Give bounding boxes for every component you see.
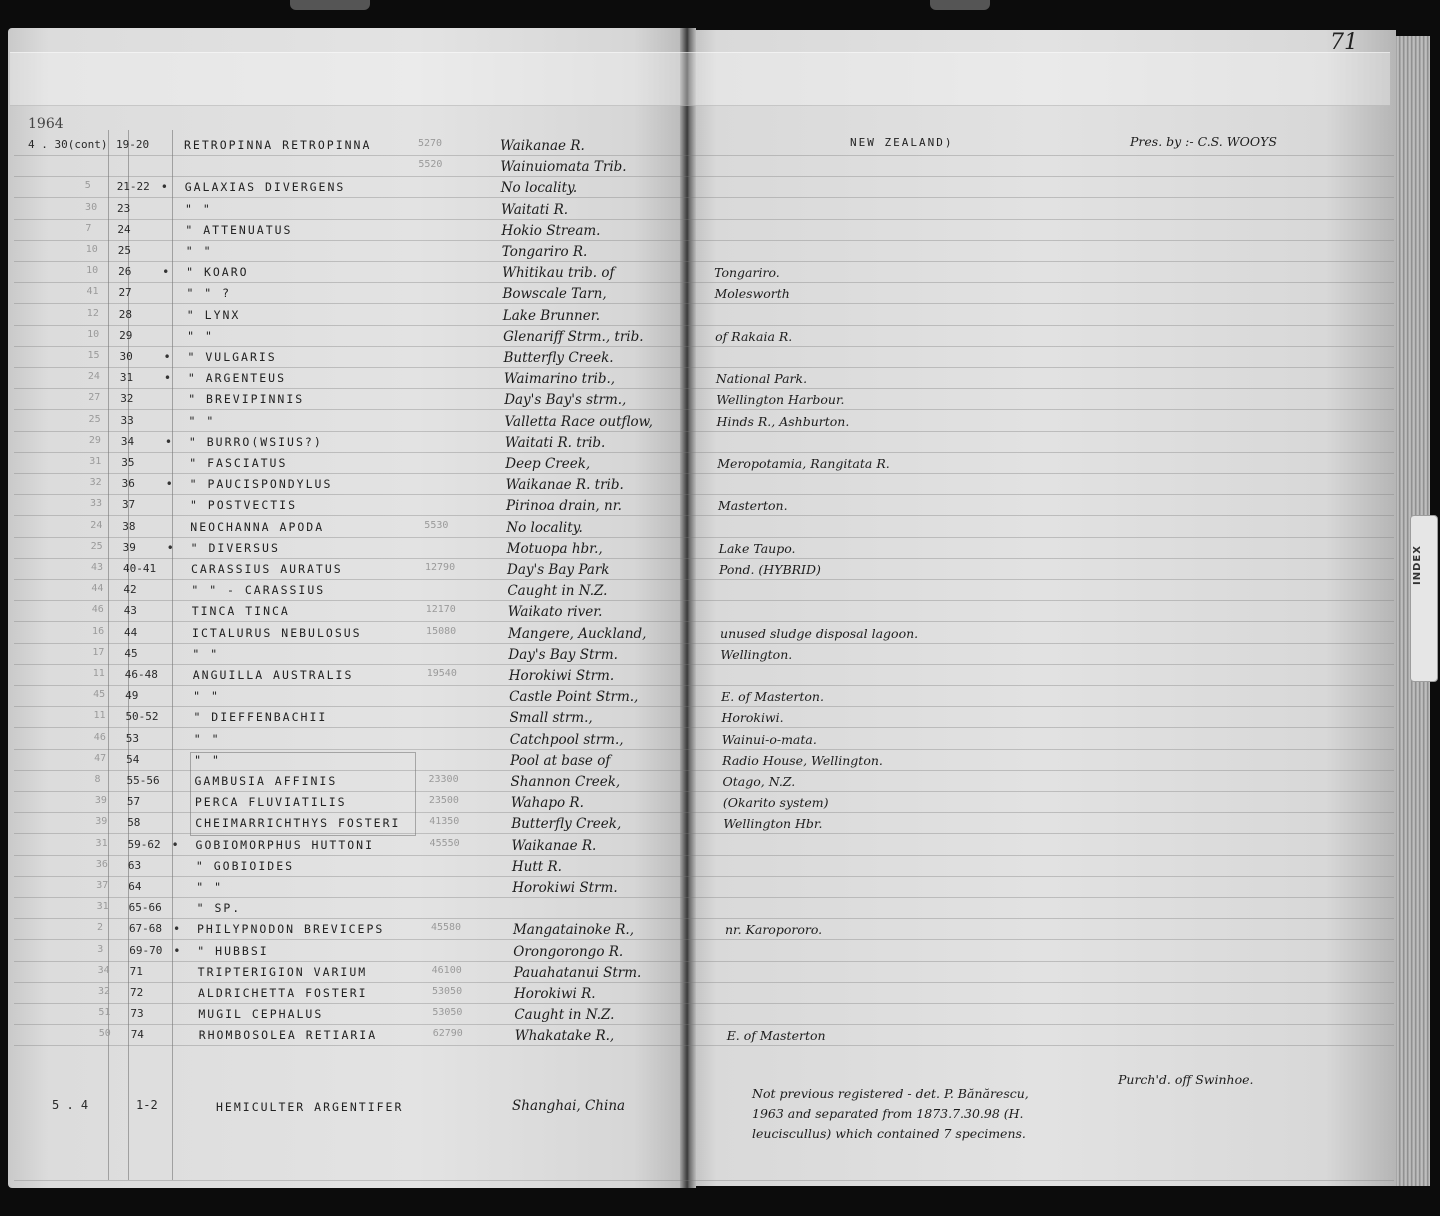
row-specimen-numbers: 43 [123, 604, 137, 618]
rule-line [14, 452, 1394, 453]
row-species-name: MUGIL CEPHALUS [198, 1007, 324, 1022]
row-marker: • [165, 477, 173, 492]
row-ref-number: 12 [86, 307, 99, 319]
row-specimen-numbers: 53 [125, 731, 140, 745]
row-locality: Lake Brunner. [502, 307, 600, 324]
row-ref-number: 10 [85, 244, 98, 255]
row-specimen-numbers: 32 [120, 392, 134, 406]
rule-line [14, 282, 1394, 283]
rule-line [14, 727, 1394, 728]
rule-line [14, 240, 1394, 241]
row-marker: • [166, 540, 174, 555]
row-locality-extra: Horokiwi. [721, 710, 784, 726]
row-ref-number: 36 [95, 858, 108, 870]
row-ref-number: 47 [94, 752, 107, 764]
row-ref-number: 31 [96, 901, 109, 913]
row-locality: Mangatainoke R., [512, 922, 635, 939]
row-ref-number: 50 [98, 1028, 111, 1040]
row-ref-number: 32 [98, 986, 111, 997]
row-species-name: " GOBIOIDES [195, 858, 295, 873]
row-marker: • [173, 943, 181, 958]
row-species-name: " BURRO(WSIUS?) [188, 434, 323, 449]
row-ref-number: 5 [84, 180, 91, 192]
row-species-name: " DIVERSUS [190, 540, 280, 555]
row-catalog-code: 5270 [418, 138, 443, 149]
row-species-name: ICTALURUS NEBULOSUS [192, 625, 362, 640]
row-locality: No locality. [506, 519, 583, 536]
row-locality: Wahapo R. [510, 795, 584, 812]
row-locality-extra: (Okarito system) [722, 795, 829, 811]
rule-line [14, 155, 1394, 156]
row-specimen-numbers: 24 [117, 222, 131, 236]
row-marker: • [163, 350, 171, 364]
row-specimen-numbers: 73 [130, 1007, 144, 1021]
index-tab[interactable] [1410, 515, 1438, 682]
row-species-name: NEOCHANNA APODA [190, 519, 325, 534]
row-locality: Wainuiomata Trib. [500, 159, 627, 176]
rule-line [14, 388, 1394, 389]
row-locality: Hutt R. [511, 858, 562, 875]
row-catalog-code: 5530 [424, 519, 449, 531]
rule-line [14, 325, 1394, 326]
rule-line [14, 664, 1394, 665]
rule-line [14, 431, 1394, 432]
rule-line [14, 473, 1394, 474]
row-specimen-numbers: 58 [127, 816, 141, 830]
row-catalog-code: 5520 [418, 159, 443, 171]
row-locality-extra: Wellington. [720, 646, 793, 662]
rule-line [14, 197, 1394, 198]
row-ref-number: 43 [91, 562, 104, 573]
row-marker: • [164, 434, 173, 449]
row-species-name: ANGUILLA AUSTRALIS [192, 668, 354, 682]
row-species-name: PHILYPNODON BREVICEPS [196, 922, 385, 937]
row-register-number: 4 . 30(cont) [28, 138, 108, 151]
last-entry-species: HEMICULTER ARGENTIFER [216, 1100, 404, 1114]
rule-line [14, 579, 1394, 580]
row-locality: Waikanae R. [500, 138, 585, 154]
rule-line [14, 770, 1394, 771]
row-species-name: GOBIOMORPHUS HUTTONI [195, 837, 375, 852]
rule-line [14, 176, 1394, 177]
rule-line [14, 855, 1394, 856]
row-species-name: " KOARO [186, 265, 249, 280]
row-specimen-numbers: 64 [128, 880, 142, 893]
rule-line [14, 409, 1394, 410]
row-catalog-code: 23300 [428, 774, 459, 785]
row-species-name: CHEIMARRICHTHYS FOSTERI [195, 816, 401, 831]
row-species-name: " " [193, 689, 220, 704]
rule-line [14, 791, 1394, 792]
row-locality-extra: unused sludge disposal lagoon. [720, 625, 919, 641]
row-locality: Mangere, Auckland, [508, 625, 647, 642]
row-species-name: " BREVIPINNIS [188, 392, 305, 407]
rule-line [14, 706, 1394, 707]
row-species-name: " " [194, 752, 221, 767]
rule-line [14, 876, 1394, 877]
row-ref-number: 34 [97, 964, 110, 976]
row-locality: Butterfly Creek. [503, 350, 614, 366]
row-locality-extra: Otago, N.Z. [722, 774, 796, 789]
column-rule [108, 130, 109, 1180]
row-species-name: " SP. [196, 901, 242, 916]
row-marker: • [162, 265, 170, 280]
row-catalog-code: 46100 [431, 964, 462, 976]
row-locality: Tongariro R. [501, 244, 588, 260]
row-specimen-numbers: 46-48 [124, 668, 158, 681]
row-specimen-numbers: 31 [119, 371, 134, 385]
row-ref-number: 46 [93, 731, 106, 743]
rule-line [14, 939, 1394, 940]
row-ref-number: 2 [96, 922, 103, 934]
row-species-name: PERCA FLUVIATILIS [194, 795, 347, 810]
row-locality: Bowscale Tarn, [502, 286, 607, 303]
row-ref-number: 39 [95, 816, 108, 828]
row-species-name: " " [196, 880, 224, 894]
row-locality-extra: Molesworth [714, 286, 790, 302]
row-locality-extra: Wellington Hbr. [723, 816, 823, 832]
row-catalog-code: 41350 [429, 816, 460, 828]
row-locality: Waikanae R. [511, 837, 597, 854]
row-specimen-numbers: 72 [130, 986, 144, 999]
row-species-name: TINCA TINCA [191, 604, 290, 619]
row-ref-number: 3 [97, 943, 104, 955]
row-marker: • [160, 180, 168, 195]
last-entry-reg: 5 . 4 [52, 1098, 89, 1112]
row-catalog-code: 19540 [426, 668, 457, 679]
row-ref-number: 33 [89, 498, 102, 510]
row-species-name: " HUBBSI [197, 943, 269, 958]
row-locality: Horokiwi Strm. [508, 668, 615, 684]
rule-line [14, 833, 1394, 834]
row-locality: Valletta Race outflow, [504, 413, 653, 430]
row-locality: Whitikau trib. of [502, 265, 615, 282]
row-species-name: " ATTENUATUS [185, 222, 293, 237]
last-entry-note: 1963 and separated from 1873.7.30.98 (H. [752, 1106, 1024, 1121]
row-specimen-numbers: 33 [120, 413, 134, 427]
row-locality-extra: National Park. [715, 371, 808, 387]
row-specimen-numbers: 55-56 [126, 774, 160, 787]
country-heading: NEW ZEALAND) [850, 136, 954, 149]
row-ref-number: 45 [93, 689, 106, 701]
last-entry-note: leuciscullus) which contained 7 specimens. [752, 1126, 1026, 1141]
row-locality: Whakatake R., [514, 1028, 615, 1045]
book-gutter [680, 28, 696, 1188]
row-specimen-numbers: 40-41 [123, 562, 157, 575]
row-locality-extra: Tongariro. [714, 265, 780, 281]
row-species-name: " " [187, 328, 214, 343]
row-species-name: " " [185, 201, 212, 216]
rule-line [14, 600, 1394, 601]
row-specimen-numbers: 26 [118, 265, 132, 279]
row-specimen-numbers: 44 [124, 625, 138, 639]
row-marker: • [172, 922, 181, 937]
binder-clip [930, 0, 990, 10]
row-locality-extra: Masterton. [717, 498, 788, 514]
row-specimen-numbers: 50-52 [125, 710, 159, 724]
rule-line [14, 261, 1394, 262]
row-ref-number: 30 [85, 201, 98, 213]
row-catalog-code: 53050 [432, 1007, 463, 1019]
row-locality: Waikanae R. trib. [505, 477, 624, 494]
row-locality: Horokiwi R. [514, 986, 596, 1002]
row-specimen-numbers: 39 [122, 540, 136, 554]
row-species-name: " FASCIATUS [189, 456, 288, 470]
row-species-name: " " [193, 731, 221, 746]
row-species-name: " " [188, 413, 216, 428]
row-specimen-numbers: 71 [129, 964, 143, 978]
row-specimen-numbers: 27 [118, 286, 132, 300]
row-ref-number: 44 [91, 583, 104, 595]
row-ref-number: 11 [92, 668, 105, 679]
row-species-name: RETROPINNA RETROPINNA [184, 138, 372, 152]
row-specimen-numbers: 63 [127, 858, 142, 872]
row-species-name: " " ? [186, 286, 232, 301]
row-locality-extra: Pond. (HYBRID) [719, 562, 821, 577]
rule-line [14, 982, 1394, 983]
row-locality: Hokio Stream. [501, 222, 601, 239]
rule-line [14, 749, 1394, 750]
row-locality: Orongorongo R. [513, 943, 624, 960]
row-specimen-numbers: 49 [125, 689, 139, 703]
rule-line [14, 1045, 1394, 1046]
row-locality: Butterfly Creek, [511, 816, 622, 833]
rule-line [14, 219, 1394, 220]
row-catalog-code: 23500 [428, 795, 459, 807]
row-specimen-numbers: 30 [119, 350, 133, 363]
row-ref-number: 31 [95, 837, 108, 849]
row-locality: Waimarino trib., [503, 371, 616, 388]
rule-line [14, 303, 1394, 304]
row-locality-extra: Wellington Harbour. [716, 392, 845, 408]
row-ref-number: 10 [86, 265, 99, 277]
row-specimen-numbers: 28 [118, 307, 133, 321]
row-specimen-numbers: 21-22 [116, 180, 150, 194]
row-species-name: " DIEFFENBACHII [193, 710, 328, 725]
last-entry-note: Not previous registered - det. P. Bănărescu, [752, 1086, 1029, 1101]
row-locality-extra: Lake Taupo. [718, 540, 796, 556]
row-locality: Catchpool strm., [509, 731, 624, 748]
rule-line [14, 812, 1394, 813]
last-entry-purchase: Purch'd. off Swinhoe. [1118, 1072, 1254, 1087]
row-locality-extra: Meropotamia, Rangitata R. [717, 456, 890, 471]
row-species-name: " " - CARASSIUS [191, 583, 326, 598]
rule-line [14, 897, 1394, 898]
row-ref-number: 32 [89, 477, 102, 489]
rule-line [14, 918, 1394, 919]
row-specimen-numbers: 34 [120, 434, 135, 448]
row-locality-extra: Radio House, Wellington. [722, 752, 883, 768]
row-specimen-numbers: 25 [117, 244, 131, 257]
row-specimen-numbers: 65-66 [128, 901, 162, 915]
row-catalog-code: 12790 [425, 562, 456, 573]
row-locality: Waitati R. [501, 201, 569, 218]
row-catalog-code: 45550 [429, 837, 460, 849]
row-species-name: " LYNX [186, 307, 241, 322]
row-species-name: GAMBUSIA AFFINIS [194, 774, 338, 788]
row-ref-number: 7 [85, 222, 92, 234]
row-locality-extra: Wainui-o-mata. [721, 731, 817, 747]
presented-by: Pres. by :- C.S. WOOYS [1130, 134, 1277, 149]
row-species-name: " " [185, 244, 213, 258]
rule-line [14, 1180, 1394, 1181]
row-specimen-numbers: 59-62 [127, 837, 161, 851]
row-specimen-numbers: 74 [130, 1028, 144, 1042]
row-specimen-numbers: 19-20 [116, 138, 150, 151]
row-ref-number: 11 [93, 710, 106, 722]
row-locality: Caught in N.Z. [507, 583, 608, 600]
row-locality-extra: E. of Masterton [726, 1028, 826, 1044]
row-species-name: GALAXIAS DIVERGENS [184, 180, 346, 195]
row-species-name: " ARGENTEUS [187, 371, 287, 386]
rule-line [14, 558, 1394, 559]
rule-line [14, 961, 1394, 962]
row-species-name: " VULGARIS [187, 350, 277, 364]
ledger-year: 1964 [28, 116, 64, 132]
row-ref-number: 25 [90, 540, 103, 552]
row-catalog-code: 53050 [432, 986, 463, 997]
row-marker: • [163, 371, 172, 386]
row-ref-number: 51 [98, 1007, 111, 1019]
row-locality: Pauahatanui Strm. [513, 964, 642, 981]
rule-line [14, 1024, 1394, 1025]
row-locality: Castle Point Strm., [509, 689, 639, 706]
row-marker: • [171, 837, 179, 852]
row-specimen-numbers: 54 [126, 752, 140, 766]
row-ref-number: 39 [94, 795, 107, 807]
row-ref-number: 27 [88, 392, 101, 404]
row-specimen-numbers: 38 [122, 519, 136, 533]
page-number: 71 [1330, 30, 1358, 55]
row-ref-number: 24 [90, 519, 103, 531]
row-specimen-numbers: 37 [121, 498, 136, 512]
row-locality: No locality. [500, 180, 578, 197]
row-ref-number: 25 [88, 413, 101, 425]
row-species-name: TRIPTERIGION VARIUM [197, 964, 368, 979]
rule-line [14, 515, 1394, 516]
row-ref-number: 17 [92, 646, 105, 658]
row-specimen-numbers: 57 [126, 795, 141, 809]
row-locality: Waikato river. [507, 604, 603, 621]
row-specimen-numbers: 29 [119, 328, 133, 342]
rule-line [14, 685, 1394, 686]
row-locality: Deep Creek, [505, 456, 591, 472]
rule-line [14, 367, 1394, 368]
row-locality: Glenariff Strm., trib. [503, 328, 644, 345]
row-locality: Caught in N.Z. [514, 1007, 615, 1024]
row-ref-number: 16 [92, 625, 105, 637]
rule-line [14, 621, 1394, 622]
row-ref-number: 15 [87, 350, 100, 361]
rule-line [14, 346, 1394, 347]
row-locality: Shannon Creek, [510, 774, 621, 790]
row-locality: Small strm., [509, 710, 593, 727]
row-ref-number: 46 [91, 604, 104, 616]
row-ref-number: 29 [88, 434, 101, 446]
row-species-name: ALDRICHETTA FOSTERI [198, 986, 368, 1000]
row-ref-number: 41 [86, 286, 99, 298]
row-locality: Day's Bay Park [507, 562, 610, 578]
row-ref-number: 10 [87, 328, 100, 340]
row-locality-extra: E. of Masterton. [721, 689, 824, 705]
row-specimen-numbers: 45 [124, 646, 138, 660]
row-specimen-numbers: 67-68 [128, 922, 163, 936]
binder-clip [290, 0, 370, 10]
row-locality: Motuopa hbr., [506, 540, 603, 557]
row-locality-extra: nr. Karopororo. [724, 922, 823, 938]
rule-line [14, 494, 1394, 495]
adhesive-tape-strip [10, 52, 1390, 106]
row-locality: Pirinoa drain, nr. [505, 498, 622, 515]
rule-line [14, 537, 1394, 538]
row-catalog-code: 12170 [425, 604, 456, 616]
row-ref-number: 8 [94, 774, 101, 785]
row-species-name: " POSTVECTIS [189, 498, 298, 513]
row-locality-extra: Hinds R., Ashburton. [716, 413, 850, 429]
row-specimen-numbers: 23 [117, 201, 131, 215]
row-locality: Pool at base of [510, 752, 611, 769]
row-specimen-numbers: 42 [123, 583, 137, 597]
rule-line [14, 1003, 1394, 1004]
row-locality: Horokiwi Strm. [512, 880, 618, 896]
row-species-name: " " [192, 646, 220, 661]
row-specimen-numbers: 36 [121, 477, 135, 491]
row-ref-number: 37 [96, 880, 109, 891]
row-catalog-code: 62790 [432, 1028, 463, 1040]
rule-line [14, 643, 1394, 644]
row-species-name: " PAUCISPONDYLUS [189, 477, 333, 492]
last-entry-locality: Shanghai, China [512, 1098, 626, 1114]
row-species-name: RHOMBOSOLEA RETIARIA [198, 1028, 378, 1043]
row-locality-extra: of Rakaia R. [715, 328, 793, 344]
last-entry-nums: 1-2 [136, 1098, 158, 1112]
row-ref-number: 24 [87, 371, 100, 383]
column-rule [172, 130, 173, 1180]
row-species-name: CARASSIUS AURATUS [191, 562, 343, 576]
row-ref-number: 31 [89, 456, 102, 467]
row-specimen-numbers: 35 [121, 456, 135, 469]
row-locality: Day's Bay Strm. [508, 646, 618, 663]
index-tab-label: INDEX [1412, 545, 1423, 585]
row-locality: Day's Bay's strm., [504, 392, 627, 409]
row-locality: Waitati R. trib. [504, 434, 606, 451]
right-page [688, 30, 1396, 1186]
row-catalog-code: 45580 [430, 922, 462, 934]
row-catalog-code: 15080 [426, 625, 457, 637]
row-specimen-numbers: 69-70 [129, 943, 163, 957]
